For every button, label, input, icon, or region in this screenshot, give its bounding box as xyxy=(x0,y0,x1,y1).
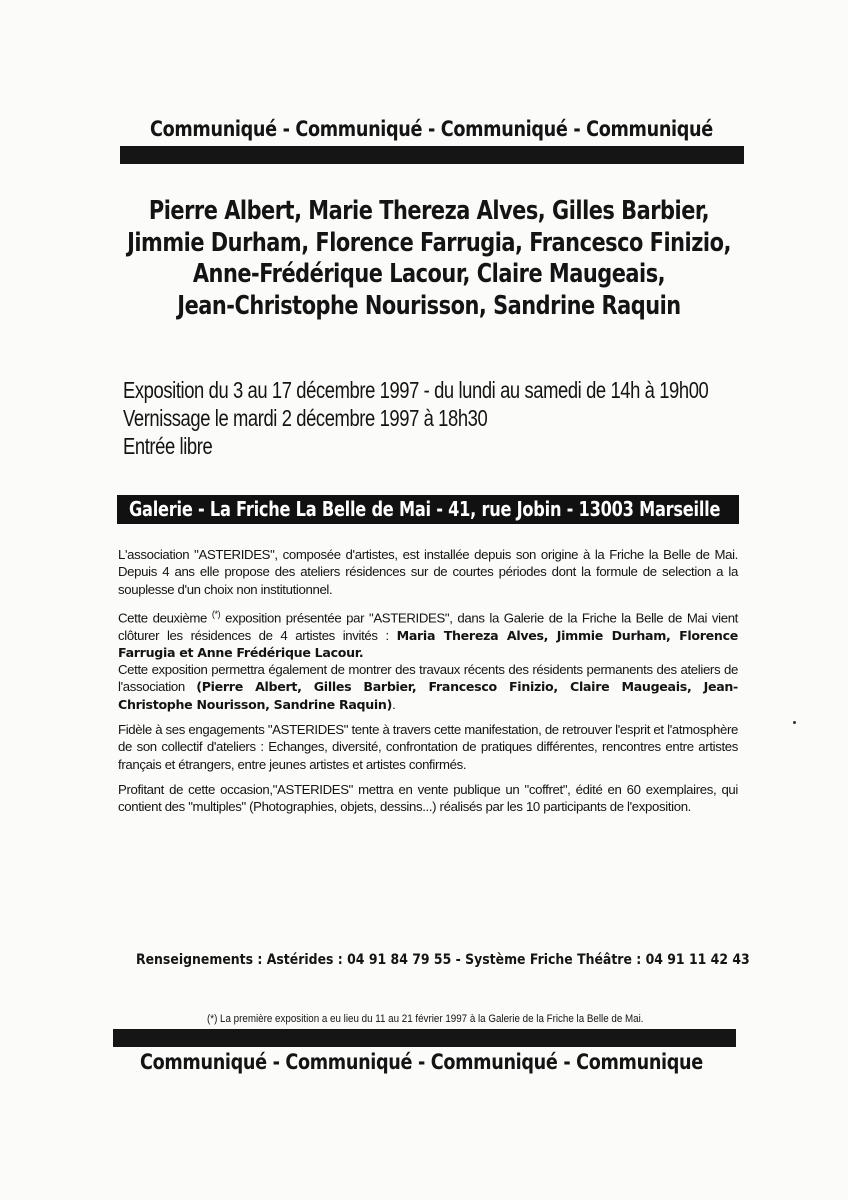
gallery-address-bar xyxy=(117,495,739,524)
header-divider-bar xyxy=(120,146,744,164)
artist-line: Anne-Frédérique Lacour, Claire Maugeais, xyxy=(192,259,666,289)
scan-speck xyxy=(793,721,796,724)
paragraph-residents xyxy=(118,661,738,713)
exhibition-dates xyxy=(123,376,848,460)
resident-artists: (Pierre Albert, Gilles Barbier, Francesco Finizio, Claire Maugeais, Jean-Christophe Nourisson, Sandrine Raquin) xyxy=(118,679,738,712)
gallery-address: Galerie - La Friche La Belle de Mai - 41, rue Jobin - 13003 Marseille xyxy=(129,497,721,521)
entry-info: Entrée libre xyxy=(123,433,213,459)
paragraph-text: Cette deuxième xyxy=(118,610,212,626)
footnote-marker: (*) xyxy=(211,608,221,619)
paragraph-text: . xyxy=(392,696,396,712)
artist-line: Pierre Albert, Marie Thereza Alves, Gilles Barbier, xyxy=(148,196,710,226)
paragraph-exhibition xyxy=(118,606,738,661)
paragraph-text: Cette exposition permettra également de montrer des travaux récents des résidents permanents des ateliers de l'association xyxy=(118,662,738,695)
footer-divider-bar xyxy=(113,1029,736,1047)
press-release-body xyxy=(118,546,738,824)
paragraph-text: exposition présentée par "ASTERIDES", dans la Galerie de la Friche la Belle de Mai vient clôturer les résidences de 4 artistes invités : xyxy=(118,610,738,643)
paragraph-box-set: Profitant de cette occasion,"ASTERIDES" mettra en vente publique un "coffret", édité en 60 exemplaires, qui contient des "multiples" (Photographies, objets, dessins...) réalisés par les 10 participants de l'exposition. xyxy=(118,781,738,815)
footer-banner-title: Communiqué - Communiqué - Communiqué - Communique xyxy=(140,1050,703,1074)
artist-list xyxy=(60,196,798,322)
paragraph-commitment: Fidèle à ses engagements "ASTERIDES" tente à travers cette manifestation, de retrouver l'esprit et l'atmosphère de son collectif d'ateliers : Echanges, diversité, confrontation de pratiques différentes, rencontres entre artistes français et étrangers, entre jeunes artistes et artistes confirmés. xyxy=(118,722,738,772)
invited-artists: Maria Thereza Alves, Jimmie Durham, Florence Farrugia et Anne Frédérique Lacour. xyxy=(118,627,738,660)
header-banner-title: Communiqué - Communiqué - Communiqué - Communiqué xyxy=(150,117,713,141)
artist-line: Jean-Christophe Nourisson, Sandrine Raquin xyxy=(177,290,681,321)
exhibition-period: Exposition du 3 au 17 décembre 1997 - du lundi au samedi de 14h à 19h00 xyxy=(123,377,709,403)
footnote: (*) La première exposition a eu lieu du 11 au 21 février 1997 à la Galerie de la Friche la Belle de Mai. xyxy=(207,1013,644,1025)
paragraph-association: L'association "ASTERIDES", composée d'artistes, est installée depuis son origine à la Friche la Belle de Mai. Depuis 4 ans elle propose des ateliers résidences sur de courtes périodes dont la formule de selection a la souplesse d'un choix non institutionnel. xyxy=(118,547,738,597)
opening-date: Vernissage le mardi 2 décembre 1997 à 18h30 xyxy=(123,405,488,431)
artist-line: Jimmie Durham, Florence Farrugia, Francesco Finizio, xyxy=(127,227,731,258)
contact-info: Renseignements : Astérides : 04 91 84 79 55 - Système Friche Théâtre : 04 91 11 42 43 xyxy=(136,952,750,968)
